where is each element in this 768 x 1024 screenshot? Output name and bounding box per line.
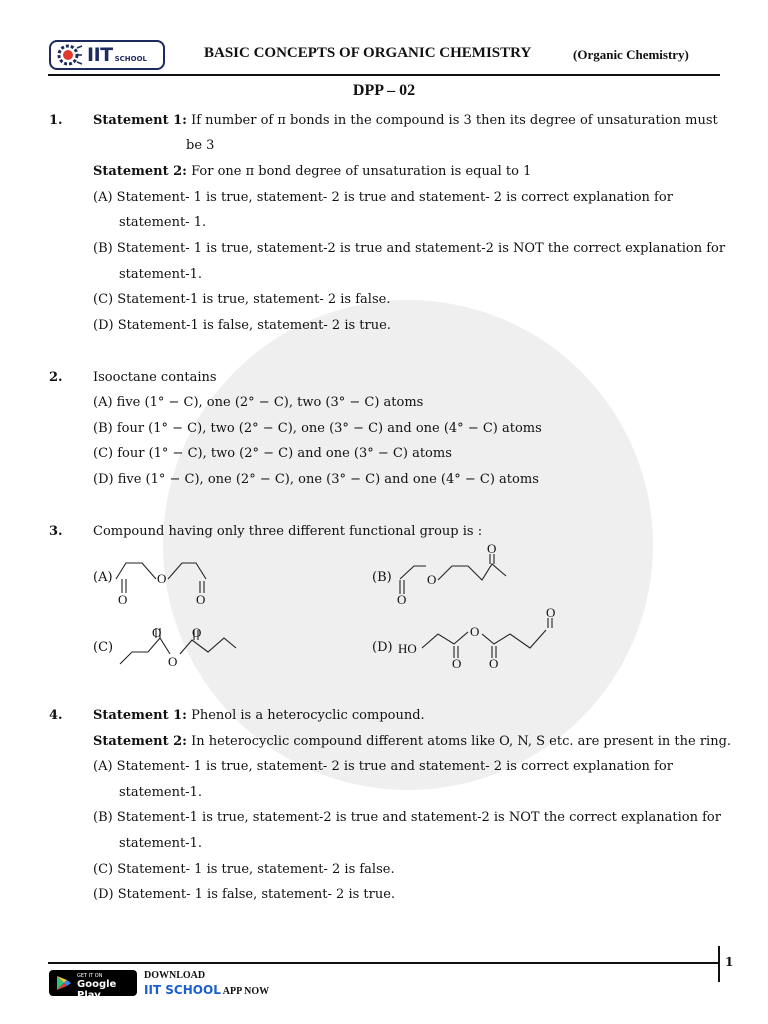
option-a: (A) Statement- 1 is true, statement- 2 is true and statement- 2 is correct explanation for [93, 759, 673, 774]
app-now-text: APP NOW [220, 986, 270, 997]
option-d: (D) Statement-1 is false, statement- 2 is true. [93, 318, 391, 333]
option-d: (D) Statement- 1 is false, statement- 2 is true. [93, 887, 396, 902]
option-b-label: (B) [372, 570, 392, 585]
atom-oxygen: O [152, 625, 162, 640]
atom-oxygen: O [196, 592, 206, 605]
app-promo [144, 983, 269, 997]
option-a: (A) Statement- 1 is true, statement- 2 is true and statement- 2 is correct explanation for [93, 190, 673, 205]
statement-text: In heterocyclic compound different atoms like O, N, S etc. are present in the ring. [186, 734, 732, 749]
statement-text: If number of π bonds in the compound is 3 then its degree of unsaturation must [186, 113, 718, 128]
option-d: (D) five (1° − C), one (2° − C), one (3° − C) and one (4° − C) atoms [93, 472, 539, 487]
statement-1 [93, 708, 425, 724]
badge-caption: GET IT ON [77, 973, 103, 979]
statement-2 [93, 164, 531, 180]
atom-hydroxyl: HO [398, 641, 417, 656]
footer-page-bar [718, 946, 720, 982]
option-c-label: (C) [93, 640, 114, 655]
statement-label: Statement 2: [93, 164, 187, 179]
option-a-continuation: statement- 1. [119, 215, 207, 230]
logo-text: IIT [87, 44, 113, 66]
gear-logo-icon [55, 42, 83, 68]
question-number: 1. [49, 113, 63, 128]
molecule-a-structure [112, 555, 222, 605]
atom-oxygen: O [427, 572, 437, 587]
atom-oxygen: O [168, 654, 178, 669]
page-number: 1 [725, 955, 734, 969]
atom-oxygen: O [192, 625, 202, 640]
badge-store-name: Google Play [77, 979, 117, 1001]
app-name: IIT SCHOOL [144, 983, 221, 997]
statement-continuation: be 3 [186, 138, 215, 153]
dpp-heading: DPP – 02 [352, 82, 416, 99]
download-label: DOWNLOAD [144, 970, 206, 981]
option-a-label: (A) [93, 570, 113, 585]
document-title: BASIC CONCEPTS OF ORGANIC CHEMISTRY [204, 45, 532, 61]
statement-label: Statement 1: [93, 113, 187, 128]
option-c: (C) Statement- 1 is true, statement- 2 is false. [93, 862, 395, 877]
option-a: (A) five (1° − C), one (2° − C), two (3° − C) atoms [93, 395, 424, 410]
option-b: (B) Statement- 1 is true, statement-2 is true and statement-2 is NOT the correct explanation for [93, 241, 726, 256]
option-a-continuation: statement-1. [119, 785, 202, 800]
atom-oxygen: O [397, 592, 407, 606]
statement-label: Statement 2: [93, 734, 187, 749]
logo-subtext: SCHOOL [114, 55, 148, 63]
option-b-continuation: statement-1. [119, 836, 202, 851]
option-b-continuation: statement-1. [119, 267, 202, 282]
statement-1 [93, 113, 718, 129]
question-stem: Isooctane contains [93, 370, 217, 385]
statement-text: Phenol is a heterocyclic compound. [186, 708, 425, 723]
google-play-badge[interactable] [49, 970, 137, 1001]
atom-oxygen: O [470, 624, 480, 639]
option-c: (C) Statement-1 is true, statement- 2 is false. [93, 292, 391, 307]
question-number: 4. [49, 708, 63, 723]
iit-school-logo [49, 40, 165, 70]
molecule-b-structure [392, 542, 522, 606]
atom-oxygen: O [487, 542, 497, 556]
atom-oxygen: O [157, 571, 167, 586]
option-d-label: (D) [372, 640, 393, 655]
google-play-icon [56, 976, 72, 990]
statement-label: Statement 1: [93, 708, 187, 723]
option-c: (C) four (1° − C), two (2° − C) and one (3° − C) atoms [93, 446, 452, 461]
question-number: 2. [49, 370, 63, 385]
molecule-d-structure [398, 606, 568, 672]
atom-oxygen: O [118, 592, 128, 605]
atom-oxygen: O [546, 606, 556, 620]
question-number: 3. [49, 524, 63, 539]
footer-divider [48, 962, 720, 964]
atom-oxygen: O [452, 656, 462, 671]
atom-oxygen: O [489, 656, 499, 671]
subject-label: (Organic Chemistry) [573, 47, 689, 62]
statement-2 [93, 734, 731, 750]
option-b: (B) four (1° − C), two (2° − C), one (3° − C) and one (4° − C) atoms [93, 421, 542, 436]
statement-text: For one π bond degree of unsaturation is equal to 1 [186, 164, 532, 179]
option-b: (B) Statement-1 is true, statement-2 is true and statement-2 is NOT the correct explanation for [93, 810, 721, 825]
header-divider [48, 74, 720, 76]
molecule-c-structure [112, 624, 252, 674]
question-stem: Compound having only three different functional group is : [93, 524, 483, 539]
